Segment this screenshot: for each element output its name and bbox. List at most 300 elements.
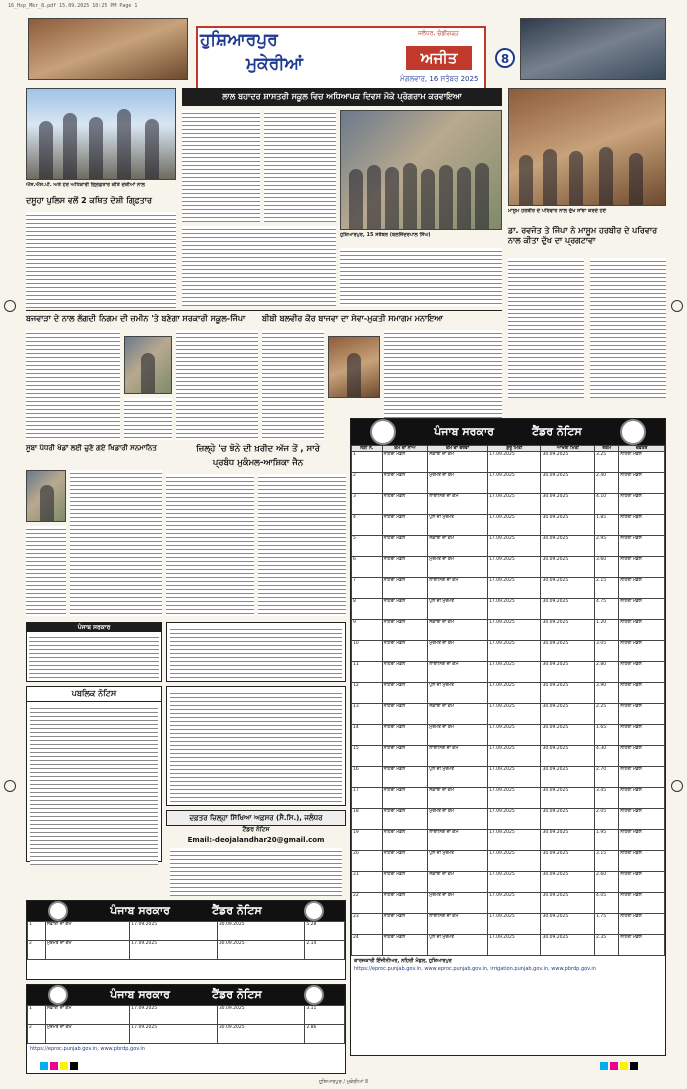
school-body-col3: [176, 330, 258, 440]
table-cell: 2.35: [595, 935, 619, 956]
magenta-swatch: [610, 1062, 618, 1070]
retirement-headline: ਬੀਬੀ ਬਲਵੀਰ ਕੌਰ ਬਾਜਵਾ ਦਾ ਸੇਵਾ-ਮੁਕਤੀ ਸਮਾਗਮ ਮਨਾਇਆ: [262, 314, 443, 323]
table-cell: 17.09.2025: [487, 620, 541, 641]
table-cell: ਨਹਿਰੀ ਮੰਡਲ: [382, 641, 428, 662]
table-cell: 17.09.2025: [487, 704, 541, 725]
table-cell: 17.09.2025: [487, 641, 541, 662]
table-cell: ਸਫ਼ਾਈ ਦਾ ਕੰਮ: [45, 1006, 129, 1025]
table-row: [352, 683, 665, 704]
table-cell: ਨਹਿਰੀ ਮੰਡਲ: [619, 704, 665, 725]
police-photo: [26, 88, 176, 180]
table-cell: ਨਹਿਰੀ ਮੰਡਲ: [619, 599, 665, 620]
sports-body-left: [26, 526, 66, 616]
table-cell: 12: [352, 683, 383, 704]
table-cell: ਨਹਿਰੀ ਮੰਡਲ: [382, 578, 428, 599]
table-cell: 23: [352, 914, 383, 935]
department-logo-icon: [304, 901, 324, 921]
tender-right-header-cell: ਰਕਮ: [595, 446, 619, 452]
lead-banner-headline: ਲਾਲ ਬਹਾਦਰ ਸ਼ਾਸਤਰੀ ਸਕੂਲ ਵਿਚ ਅਧਿਆਪਕ ਦਿਵਸ ਮੌਕੇ ਪ੍ਰੋਗਰਾਮ ਕਰਵਾਇਆ: [182, 88, 502, 106]
table-cell: ਪੁਲ ਦੀ ਮੁਰੰਮਤ: [428, 767, 488, 788]
tender-right-footer: ਕਾਰਜਕਾਰੀ ਇੰਜੀਨੀਅਰ, ਨਹਿਰੀ ਮੰਡਲ, ਹੁਸ਼ਿਆਰਪੁਰ: [354, 958, 452, 964]
table-cell: ਨਹਿਰੀ ਮੰਡਲ: [382, 599, 428, 620]
masthead-left-photo: [28, 18, 188, 80]
tender-right-header-cell: ਕੰਮ ਦਾ ਨਾਂਅ: [382, 446, 428, 452]
table-cell: ਮੁਰੰਮਤ ਦਾ ਕੰਮ: [428, 809, 488, 830]
table-cell: ਸਫ਼ਾਈ ਦਾ ਕੰਮ: [428, 872, 488, 893]
table-cell: 17.09.2025: [487, 536, 541, 557]
table-cell: 30.09.2025: [541, 599, 595, 620]
retirement-portrait: [328, 336, 380, 398]
masthead-city-line2: ਮੁਕੇਰੀਆਂ: [246, 54, 303, 74]
table-cell: ਸਫ਼ਾਈ ਦਾ ਕੰਮ: [428, 536, 488, 557]
table-cell: 3.25: [595, 452, 619, 473]
table-cell: 30.09.2025: [217, 941, 305, 960]
black-swatch: [70, 1062, 78, 1070]
table-cell: 30.09.2025: [541, 788, 595, 809]
table-cell: 30.09.2025: [541, 830, 595, 851]
table-cell: ਪੁਲ ਦੀ ਮੁਰੰਮਤ: [428, 935, 488, 956]
table-cell: 2.25: [595, 704, 619, 725]
divider-rule: [26, 310, 502, 311]
table-cell: 17.09.2025: [487, 746, 541, 767]
table-cell: ਨਹਿਰੀ ਮੰਡਲ: [382, 725, 428, 746]
notice-block-2: [166, 686, 346, 806]
condolence-body-col1: [508, 258, 584, 398]
punjab-emblem-icon: [48, 985, 68, 1005]
table-cell: ਨਹਿਰੀ ਮੰਡਲ: [382, 893, 428, 914]
table-cell: 17.09.2025: [487, 557, 541, 578]
sports-body: [70, 470, 162, 616]
masthead-brand-small: ਜਲੰਧਰ, ਚੰਡੀਗੜ੍ਹ: [418, 30, 459, 37]
table-cell: 18: [352, 809, 383, 830]
tender-right-header-cell: ਲੜੀ ਨੰ.: [352, 446, 383, 452]
table-cell: ਮੁਰੰਮਤ ਦਾ ਕੰਮ: [428, 473, 488, 494]
magenta-swatch: [50, 1062, 58, 1070]
table-cell: ਸਫ਼ਾਈ ਦਾ ਕੰਮ: [428, 788, 488, 809]
procurement-headline-1: ਜ਼ਿਲ੍ਹੇ 'ਚ ਝੋਨੇ ਦੀ ਖ਼ਰੀਦ ਅੱਜ ਤੋਂ , ਸਾਰੇ: [196, 444, 320, 454]
table-cell: 2.95: [595, 536, 619, 557]
table-cell: 30.09.2025: [541, 851, 595, 872]
tender-left2-right-title: ਟੈਂਡਰ ਨੋਟਿਸ: [212, 988, 262, 1001]
table-row: [352, 893, 665, 914]
table-cell: 30.09.2025: [541, 515, 595, 536]
table-cell: ਨਹਿਰੀ ਮੰਡਲ: [382, 683, 428, 704]
table-cell: 17.09.2025: [487, 515, 541, 536]
table-cell: 4.75: [595, 599, 619, 620]
table-cell: ਨਹਿਰੀ ਮੰਡਲ: [619, 872, 665, 893]
table-cell: 3.90: [595, 683, 619, 704]
table-cell: 30.09.2025: [541, 809, 595, 830]
table-cell: 13: [352, 704, 383, 725]
table-cell: ਮੁਰੰਮਤ ਦਾ ਕੰਮ: [428, 893, 488, 914]
table-row: [28, 1025, 345, 1044]
table-cell: 1.20: [595, 620, 619, 641]
table-row: [352, 914, 665, 935]
table-cell: ਲਾਈਨਿੰਗ ਦਾ ਕੰਮ: [428, 830, 488, 851]
table-cell: 17.09.2025: [487, 914, 541, 935]
table-cell: ਪੁਲ ਦੀ ਮੁਰੰਮਤ: [428, 515, 488, 536]
table-cell: 30.09.2025: [217, 1006, 305, 1025]
sports-portrait: [26, 470, 66, 522]
table-cell: 3.60: [595, 557, 619, 578]
punjab-emblem-icon: [48, 901, 68, 921]
table-cell: ਲਾਈਨਿੰਗ ਦਾ ਕੰਮ: [428, 578, 488, 599]
table-row: [352, 851, 665, 872]
table-cell: 17.09.2025: [487, 851, 541, 872]
retirement-body-col1: [262, 330, 324, 440]
table-cell: 1: [28, 922, 46, 941]
table-cell: ਨਹਿਰੀ ਮੰਡਲ: [382, 515, 428, 536]
table-cell: 17.09.2025: [487, 872, 541, 893]
table-row: [28, 922, 345, 941]
public-notice: [26, 686, 162, 862]
table-cell: 30.09.2025: [541, 620, 595, 641]
table-cell: 17.09.2025: [487, 725, 541, 746]
table-cell: 30.09.2025: [217, 922, 305, 941]
table-cell: 17.09.2025: [487, 893, 541, 914]
lead-group-photo: [340, 110, 502, 230]
education-office-body: [170, 848, 342, 896]
table-cell: 17.09.2025: [130, 922, 218, 941]
table-cell: 30.09.2025: [541, 893, 595, 914]
table-cell: 30.09.2025: [541, 578, 595, 599]
table-cell: 30.09.2025: [541, 494, 595, 515]
table-cell: 10: [352, 641, 383, 662]
table-cell: ਨਹਿਰੀ ਮੰਡਲ: [619, 683, 665, 704]
table-cell: 3.11: [305, 1006, 345, 1025]
table-cell: ਨਹਿਰੀ ਮੰਡਲ: [382, 662, 428, 683]
table-cell: 2.05: [595, 809, 619, 830]
table-cell: ਮੁਰੰਮਤ ਦਾ ਕੰਮ: [45, 1025, 129, 1044]
table-cell: ਨਹਿਰੀ ਮੰਡਲ: [382, 767, 428, 788]
table-cell: ਨਹਿਰੀ ਮੰਡਲ: [619, 515, 665, 536]
tender-right-header-cell: ਦਫ਼ਤਰ: [619, 446, 665, 452]
yellow-swatch: [60, 1062, 68, 1070]
table-row: [352, 452, 665, 473]
table-cell: 1.85: [595, 515, 619, 536]
table-cell: ਨਹਿਰੀ ਮੰਡਲ: [382, 830, 428, 851]
condolence-caption: ਮਾਸੂਮ ਹਰਬੀਰ ਦੇ ਪਰਿਵਾਰ ਨਾਲ ਦੁੱਖ ਸਾਂਝਾ ਕਰਦੇ ਹੋਏ: [508, 208, 607, 214]
table-cell: 30.09.2025: [541, 725, 595, 746]
table-cell: 30.09.2025: [541, 935, 595, 956]
table-row: [352, 725, 665, 746]
table-cell: ਨਹਿਰੀ ਮੰਡਲ: [619, 767, 665, 788]
irrigation-logo-icon: [620, 419, 646, 445]
police-story-body: [26, 212, 176, 308]
table-cell: 6: [352, 557, 383, 578]
masthead-city-line1: ਹੁਸ਼ਿਆਰਪੁਰ: [200, 30, 278, 50]
table-cell: ਮੁਰੰਮਤ ਦਾ ਕੰਮ: [428, 641, 488, 662]
cyan-swatch: [600, 1062, 608, 1070]
table-cell: ਨਹਿਰੀ ਮੰਡਲ: [619, 788, 665, 809]
table-cell: 17.09.2025: [487, 578, 541, 599]
table-cell: 20: [352, 851, 383, 872]
table-cell: 14: [352, 725, 383, 746]
table-cell: 1: [28, 1006, 46, 1025]
table-cell: 2.86: [305, 1025, 345, 1044]
table-row: [352, 830, 665, 851]
procurement-body-col1: [166, 474, 254, 616]
table-cell: 3.45: [595, 788, 619, 809]
table-cell: ਨਹਿਰੀ ਮੰਡਲ: [619, 893, 665, 914]
public-notice-title: ਪਬਲਿਕ ਨੋਟਿਸ: [27, 687, 161, 702]
table-cell: ਨਹਿਰੀ ਮੰਡਲ: [619, 851, 665, 872]
school-body-col1: [26, 330, 120, 440]
table-row: [352, 494, 665, 515]
table-cell: ਨਹਿਰੀ ਮੰਡਲ: [619, 662, 665, 683]
registration-mark-icon: [671, 780, 683, 792]
table-cell: ਨਹਿਰੀ ਮੰਡਲ: [382, 704, 428, 725]
table-cell: 30.09.2025: [541, 767, 595, 788]
table-row: [352, 872, 665, 893]
tender-right-header-cell: ਆਖਰੀ ਮਿਤੀ: [541, 446, 595, 452]
table-cell: ਮੁਰੰਮਤ ਦਾ ਕੰਮ: [428, 557, 488, 578]
table-cell: 17.09.2025: [487, 935, 541, 956]
print-info-strip: 16_Hsp_Mkr_8.pdf 15.09.2025 10:25 PM Page 1: [8, 3, 138, 9]
table-cell: ਨਹਿਰੀ ਮੰਡਲ: [619, 641, 665, 662]
education-office-sub: ਟੈਂਡਰ ਨੋਟਿਸ: [242, 826, 270, 833]
police-photo-caption: ਐਸ.ਐਸ.ਪੀ. ਅਤੇ ਹੋਰ ਅਧਿਕਾਰੀ ਗ੍ਰਿਫ਼ਤਾਰ ਕੀਤੇ ਦੋਸ਼ੀਆਂ ਨਾਲ: [26, 182, 145, 188]
table-cell: 17.09.2025: [487, 599, 541, 620]
table-cell: 4.30: [595, 746, 619, 767]
page-number: 8: [495, 48, 515, 68]
table-cell: 9: [352, 620, 383, 641]
table-cell: 1.95: [595, 830, 619, 851]
table-cell: 30.09.2025: [541, 683, 595, 704]
table-row: [28, 941, 345, 960]
table-cell: ਨਹਿਰੀ ਮੰਡਲ: [619, 830, 665, 851]
table-row: [352, 641, 665, 662]
table-cell: ਨਹਿਰੀ ਮੰਡਲ: [382, 746, 428, 767]
school-body-col2: [124, 398, 172, 440]
table-cell: ਸਫ਼ਾਈ ਦਾ ਕੰਮ: [428, 704, 488, 725]
table-cell: 1.75: [595, 914, 619, 935]
table-cell: 30.09.2025: [541, 746, 595, 767]
table-cell: 2.60: [595, 872, 619, 893]
table-cell: 17.09.2025: [130, 1025, 218, 1044]
table-cell: 3: [352, 494, 383, 515]
tender-notice-left-1: [26, 900, 346, 980]
registration-mark-icon: [671, 300, 683, 312]
tender-left1-left-title: ਪੰਜਾਬ ਸਰਕਾਰ: [110, 904, 170, 917]
table-cell: 2.14: [305, 941, 345, 960]
table-cell: ਨਹਿਰੀ ਮੰਡਲ: [619, 578, 665, 599]
table-cell: 30.09.2025: [541, 872, 595, 893]
table-cell: 17.09.2025: [487, 809, 541, 830]
table-cell: 21: [352, 872, 383, 893]
tender-table-right: [351, 445, 665, 956]
tender-right-right-title: ਟੈਂਡਰ ਨੋਟਿਸ: [532, 425, 582, 438]
table-row: [352, 536, 665, 557]
table-cell: ਸਫ਼ਾਈ ਦਾ ਕੰਮ: [428, 620, 488, 641]
table-row: [352, 809, 665, 830]
table-cell: ਨਹਿਰੀ ਮੰਡਲ: [619, 536, 665, 557]
table-cell: 2: [352, 473, 383, 494]
cyan-swatch: [40, 1062, 48, 1070]
table-cell: ਨਹਿਰੀ ਮੰਡਲ: [619, 557, 665, 578]
table-cell: 30.09.2025: [541, 662, 595, 683]
table-row: [352, 746, 665, 767]
school-headline: ਬਜਵਾੜਾ ਦੇ ਨਾਲ ਲੱਗਦੀ ਨਿਗਮ ਦੀ ਜ਼ਮੀਨ 'ਤੇ ਬਣੇਗਾ ਸਰਕਾਰੀ ਸਕੂਲ-ਜਿੰਪਾ: [26, 314, 246, 323]
table-row: [352, 599, 665, 620]
table-cell: 30.09.2025: [541, 536, 595, 557]
table-cell: 3.15: [595, 851, 619, 872]
table-cell: 17.09.2025: [487, 494, 541, 515]
table-cell: ਨਹਿਰੀ ਮੰਡਲ: [619, 620, 665, 641]
table-cell: ਮੁਰੰਮਤ ਦਾ ਕੰਮ: [45, 941, 129, 960]
tender-notice-right: [350, 418, 666, 1056]
table-cell: ਪੁਲ ਦੀ ਮੁਰੰਮਤ: [428, 851, 488, 872]
table-cell: 1.65: [595, 725, 619, 746]
table-row: [352, 662, 665, 683]
table-cell: 11: [352, 662, 383, 683]
table-cell: 2: [28, 1025, 46, 1044]
black-swatch: [630, 1062, 638, 1070]
table-cell: 8: [352, 599, 383, 620]
table-cell: 2: [28, 941, 46, 960]
table-row: [352, 515, 665, 536]
table-cell: ਨਹਿਰੀ ਮੰਡਲ: [619, 725, 665, 746]
table-row: [352, 704, 665, 725]
masthead-date: ਮੰਗਲਵਾਰ, 16 ਸਤੰਬਰ 2025: [400, 75, 479, 83]
table-cell: 2.70: [595, 767, 619, 788]
table-cell: ਨਹਿਰੀ ਮੰਡਲ: [382, 494, 428, 515]
table-cell: 17.09.2025: [130, 941, 218, 960]
table-cell: ਪੁਲ ਦੀ ਮੁਰੰਮਤ: [428, 599, 488, 620]
table-cell: 3.05: [595, 641, 619, 662]
table-cell: 16: [352, 767, 383, 788]
table-cell: ਨਹਿਰੀ ਮੰਡਲ: [619, 809, 665, 830]
table-row: [352, 473, 665, 494]
table-cell: 1: [352, 452, 383, 473]
table-cell: 30.09.2025: [541, 557, 595, 578]
tender-right-header-cell: ਸ਼ੁਰੂ ਮਿਤੀ: [487, 446, 541, 452]
table-cell: 17.09.2025: [130, 1006, 218, 1025]
table-cell: ਨਹਿਰੀ ਮੰਡਲ: [619, 452, 665, 473]
table-cell: 2.80: [595, 662, 619, 683]
page-footer: ਹੁਸ਼ਿਆਰਪੁਰ / ਮੁਕੇਰੀਆਂ 8: [318, 1079, 369, 1085]
masthead-brand: ਅਜੀਤ: [406, 46, 472, 70]
table-cell: 30.09.2025: [541, 704, 595, 725]
tender-left2-left-title: ਪੰਜਾਬ ਸਰਕਾਰ: [110, 988, 170, 1001]
table-cell: 4: [352, 515, 383, 536]
table-cell: ਨਹਿਰੀ ਮੰਡਲ: [619, 494, 665, 515]
table-cell: 7: [352, 578, 383, 599]
registration-mark-icon: [4, 780, 16, 792]
table-row: [28, 1006, 345, 1025]
table-row: [352, 935, 665, 956]
education-office-title: ਦਫ਼ਤਰ ਜ਼ਿਲ੍ਹਾ ਸਿੱਖਿਆ ਅਫ਼ਸਰ (ਸੈ.ਸਿ.), ਜਲੰਧਰ: [166, 810, 346, 826]
tender-left2-url: https://eproc.punjab.gov.in, www.pbrdp.gov.in: [30, 1046, 145, 1052]
classified-ad-1: [26, 622, 162, 682]
table-cell: ਸਫ਼ਾਈ ਦਾ ਕੰਮ: [45, 922, 129, 941]
table-cell: 30.09.2025: [541, 914, 595, 935]
table-cell: ਨਹਿਰੀ ਮੰਡਲ: [619, 935, 665, 956]
table-cell: ਨਹਿਰੀ ਮੰਡਲ: [619, 473, 665, 494]
table-cell: 17.09.2025: [487, 788, 541, 809]
masthead-right-photo: [520, 18, 666, 80]
table-cell: 24: [352, 935, 383, 956]
table-cell: 17.09.2025: [487, 473, 541, 494]
table-row: [352, 620, 665, 641]
tender-left1-right-title: ਟੈਂਡਰ ਨੋਟਿਸ: [212, 904, 262, 917]
table-cell: ਨਹਿਰੀ ਮੰਡਲ: [382, 452, 428, 473]
table-cell: ਨਹਿਰੀ ਮੰਡਲ: [382, 536, 428, 557]
table-cell: ਨਹਿਰੀ ਮੰਡਲ: [382, 851, 428, 872]
tender-right-left-title: ਪੰਜਾਬ ਸਰਕਾਰ: [434, 425, 494, 438]
registration-mark-icon: [4, 300, 16, 312]
condolence-photo: [508, 88, 666, 206]
tender-right-header-cell: ਕੰਮ ਦਾ ਵੇਰਵਾ: [428, 446, 488, 452]
table-cell: 4.10: [595, 494, 619, 515]
table-cell: 5: [352, 536, 383, 557]
table-row: [352, 767, 665, 788]
table-cell: ਨਹਿਰੀ ਮੰਡਲ: [382, 473, 428, 494]
table-cell: 17.09.2025: [487, 767, 541, 788]
table-cell: ਨਹਿਰੀ ਮੰਡਲ: [619, 746, 665, 767]
tender-right-urls: https://eproc.punjab.gov.in, www.eproc.punjab.gov.in, irrigation.punjab.gov.in, www.pbrdp.gov.in: [354, 966, 596, 972]
sports-headline: ਸੂਬਾ ਪੱਧਰੀ ਖੇਡਾਂ ਲਈ ਚੁਣੇ ਗਏ ਖਿਡਾਰੀ ਸਨਮਾਨਿਤ: [26, 444, 157, 452]
lead-photo-caption: ਹੁਸ਼ਿਆਰਪੁਰ, 15 ਸਤੰਬਰ (ਬਲਜਿੰਦਰਪਾਲ ਸਿੰਘ): [340, 232, 431, 238]
table-cell: 17.09.2025: [487, 662, 541, 683]
table-cell: 17.09.2025: [487, 452, 541, 473]
table-cell: ਨਹਿਰੀ ਮੰਡਲ: [382, 935, 428, 956]
table-cell: 22: [352, 893, 383, 914]
table-cell: ਨਹਿਰੀ ਮੰਡਲ: [382, 620, 428, 641]
table-row: [352, 578, 665, 599]
table-cell: ਨਹਿਰੀ ਮੰਡਲ: [382, 788, 428, 809]
lead-story-col1: [182, 110, 260, 222]
table-cell: 2.15: [595, 578, 619, 599]
procurement-headline-2: ਪ੍ਰਬੰਧ ਮੁਕੰਮਲ-ਆਸ਼ਿਕਾ ਜੈਨ: [212, 458, 304, 468]
minister-portrait: [124, 336, 172, 394]
tender-notice-left-2: [26, 984, 346, 1074]
table-cell: ਨਹਿਰੀ ਮੰਡਲ: [619, 914, 665, 935]
table-cell: ਲਾਈਨਿੰਗ ਦਾ ਕੰਮ: [428, 494, 488, 515]
table-row: [352, 557, 665, 578]
table-cell: 17.09.2025: [487, 830, 541, 851]
table-cell: 30.09.2025: [217, 1025, 305, 1044]
table-cell: ਨਹਿਰੀ ਮੰਡਲ: [382, 557, 428, 578]
table-row: [352, 788, 665, 809]
table-cell: 30.09.2025: [541, 473, 595, 494]
lead-story-col2: [264, 110, 336, 222]
table-cell: ਲਾਈਨਿੰਗ ਦਾ ਕੰਮ: [428, 914, 488, 935]
table-cell: ਲਾਈਨਿੰਗ ਦਾ ਕੰਮ: [428, 746, 488, 767]
table-cell: 30.09.2025: [541, 452, 595, 473]
condolence-headline: ਡਾ. ਰਵਜੋਤ ਤੇ ਜਿੰਪਾ ਨੇ ਮਾਸੂਮ ਹਰਬੀਰ ਦੇ ਪਰਿਵਾਰ ਨਾਲ ਕੀਤਾ ਦੁੱਖ ਦਾ ਪ੍ਰਗਟਾਵਾ: [508, 226, 658, 245]
table-cell: ਲਾਈਨਿੰਗ ਦਾ ਕੰਮ: [428, 662, 488, 683]
ad1-title: ਪੰਜਾਬ ਸਰਕਾਰ: [27, 623, 161, 632]
procurement-body-col2: [258, 474, 346, 616]
table-cell: ਮੁਰੰਮਤ ਦਾ ਕੰਮ: [428, 725, 488, 746]
police-headline: ਦਸੂਹਾ ਪੁਲਿਸ ਵਲੋਂ 2 ਕਥਿਤ ਦੋਸ਼ੀ ਗਿ੍ਫ਼ਤਾਰ: [26, 196, 153, 205]
education-office-email: Email:-deojalandhar20@gmail.com: [187, 836, 325, 844]
table-cell: ਨਹਿਰੀ ਮੰਡਲ: [382, 809, 428, 830]
table-cell: 4.05: [595, 893, 619, 914]
lead-story-continued: [182, 226, 336, 306]
table-cell: 15: [352, 746, 383, 767]
table-cell: 19: [352, 830, 383, 851]
table-cell: 5.28: [305, 922, 345, 941]
condolence-body-col2: [590, 258, 666, 398]
punjab-emblem-icon: [370, 419, 396, 445]
department-logo-icon: [304, 985, 324, 1005]
table-cell: 2.40: [595, 473, 619, 494]
table-cell: 17: [352, 788, 383, 809]
table-cell: ਨਹਿਰੀ ਮੰਡਲ: [382, 872, 428, 893]
table-cell: ਨਹਿਰੀ ਮੰਡਲ: [382, 914, 428, 935]
